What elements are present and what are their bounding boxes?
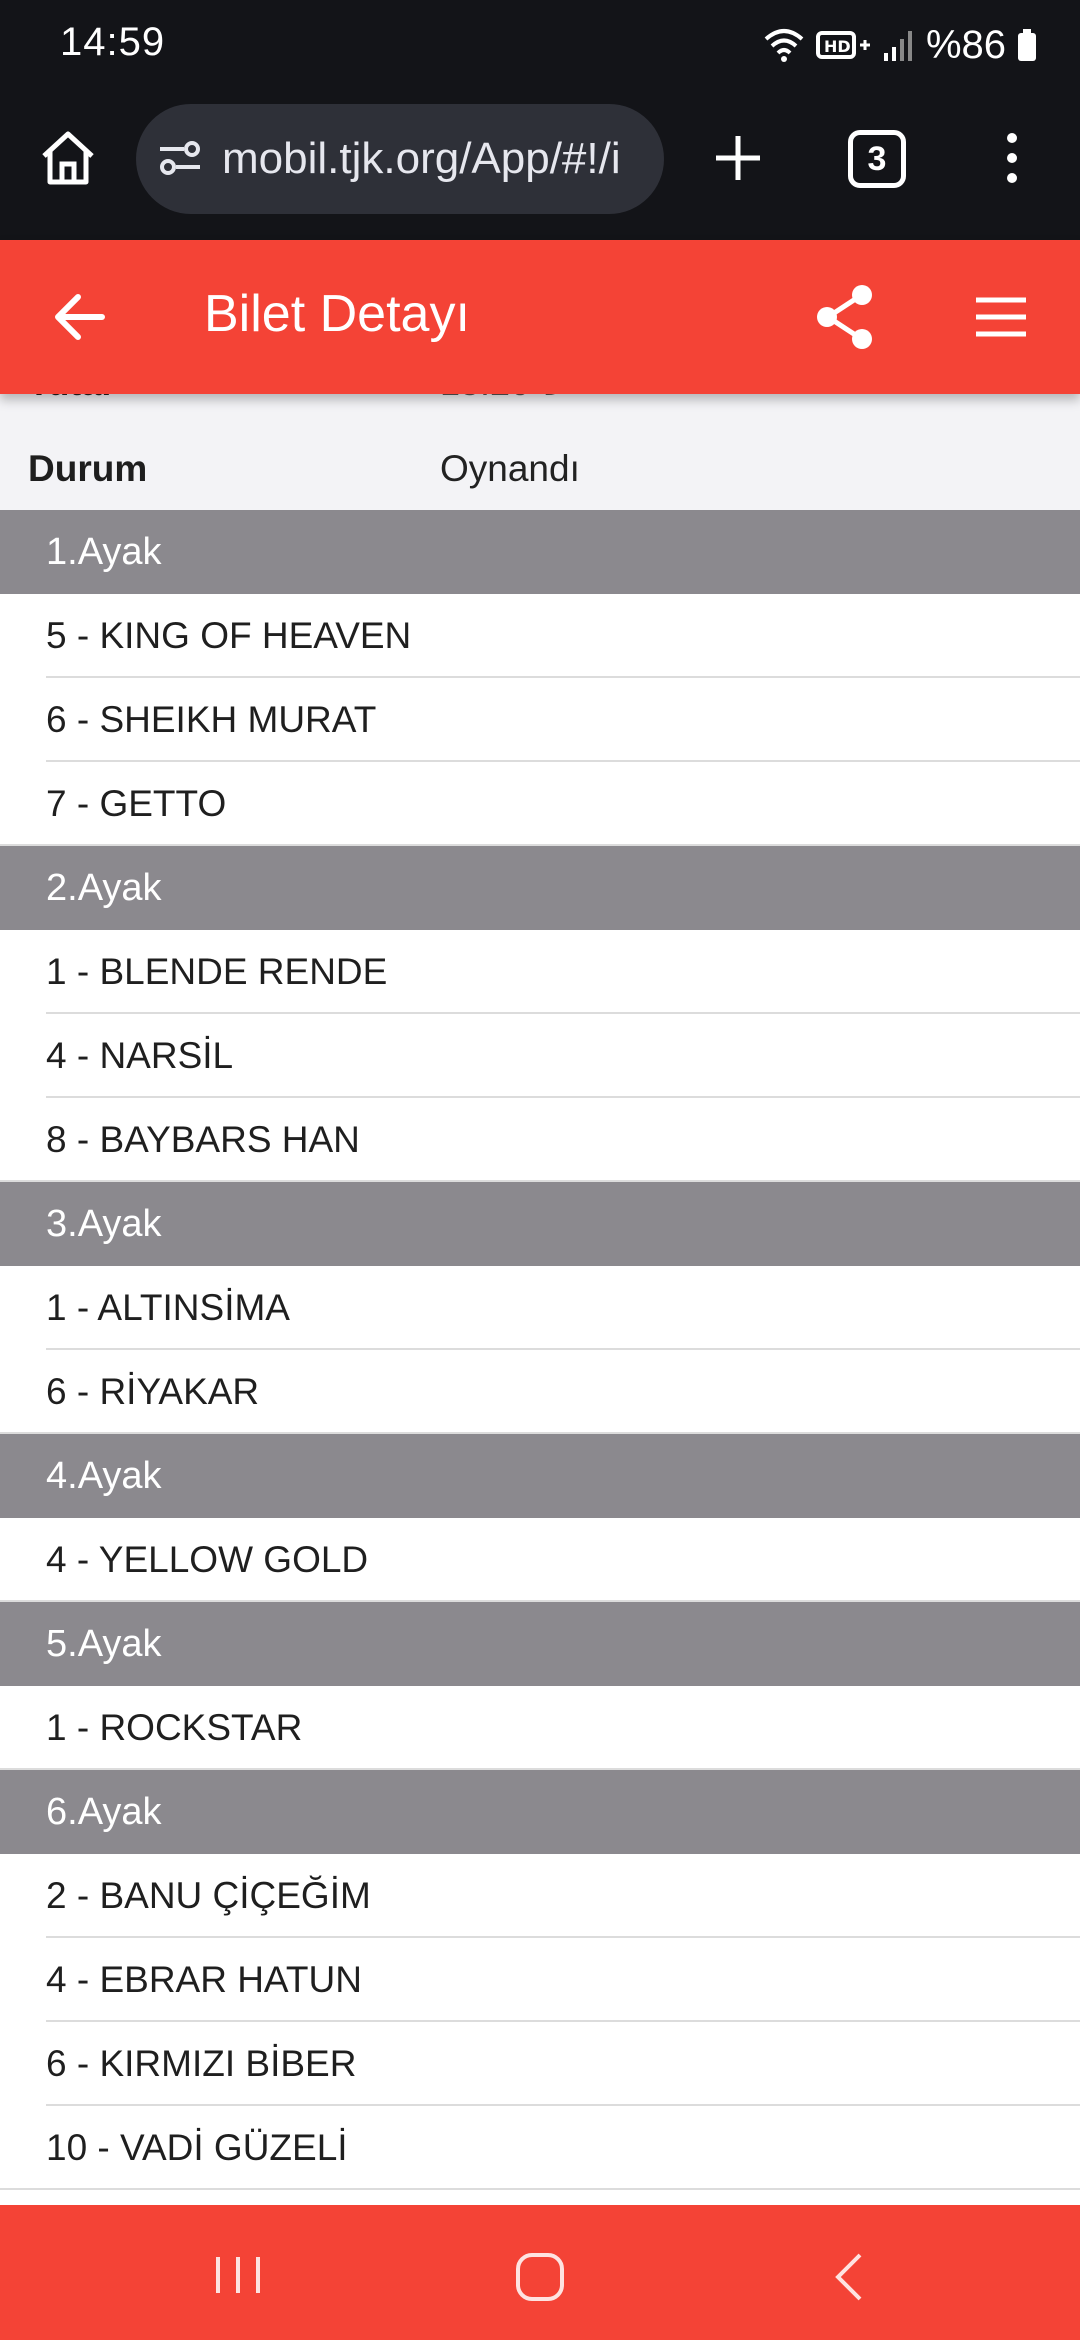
status-time: 14:59: [60, 20, 166, 64]
hamburger-menu-icon[interactable]: [970, 282, 1032, 352]
system-nav-bar: [0, 2205, 1080, 2340]
leg-header: 6.Ayak: [0, 1770, 1080, 1854]
url-text[interactable]: mobil.tjk.org/App/#!/i: [222, 134, 621, 183]
recent-apps-icon[interactable]: [210, 2253, 266, 2297]
horse-item: 4 - EBRAR HATUN: [0, 1938, 1080, 2022]
new-tab-icon[interactable]: [706, 126, 770, 190]
signal-icon: [882, 25, 916, 65]
app-header: [0, 240, 1080, 394]
tab-switcher-icon[interactable]: 3: [848, 130, 906, 188]
leg-header: 4.Ayak: [0, 1434, 1080, 1518]
horse-item: 1 - BLENDE RENDE: [0, 930, 1080, 1014]
volte-icon: [816, 25, 872, 65]
leg-header: 5.Ayak: [0, 1602, 1080, 1686]
legs-list: [0, 510, 1080, 2190]
more-menu-icon[interactable]: [988, 126, 1036, 190]
horse-item: 4 - YELLOW GOLD: [0, 1518, 1080, 1602]
battery-text: %86: [925, 22, 1006, 67]
ticket-detail-content: [0, 360, 1080, 2205]
horse-item: 6 - SHEIKH MURAT: [0, 678, 1080, 762]
status-label: Durum: [28, 448, 148, 489]
status-icons: [762, 20, 1038, 70]
wifi-icon: [762, 25, 806, 65]
back-nav-icon[interactable]: [826, 2249, 870, 2305]
horse-item: 7 - GETTO: [0, 762, 1080, 846]
svg-text:HD: HD: [823, 37, 851, 56]
back-arrow-icon[interactable]: [48, 285, 112, 349]
horse-item: 10 - VADİ GÜZELİ: [0, 2106, 1080, 2190]
status-bar: [0, 0, 1080, 92]
status-value: Oynandı: [440, 448, 580, 489]
leg-header: 1.Ayak: [0, 510, 1080, 594]
home-icon[interactable]: [36, 126, 100, 190]
browser-toolbar: [0, 92, 1080, 240]
page-title: Bilet Detayı: [204, 285, 470, 343]
horse-item: 4 - NARSİL: [0, 1014, 1080, 1098]
horse-item: 6 - RİYAKAR: [0, 1350, 1080, 1434]
horse-item: 1 - ALTINSİMA: [0, 1266, 1080, 1350]
share-icon[interactable]: [810, 282, 880, 352]
horse-item: 2 - BANU ÇİÇEĞİM: [0, 1854, 1080, 1938]
status-row: [0, 426, 1080, 510]
horse-item: 5 - KING OF HEAVEN: [0, 594, 1080, 678]
home-nav-icon[interactable]: [512, 2249, 568, 2305]
address-bar[interactable]: [136, 104, 664, 214]
horse-item: 6 - KIRMIZI BİBER: [0, 2022, 1080, 2106]
battery-icon: [1016, 25, 1038, 65]
site-settings-icon[interactable]: [156, 133, 204, 186]
leg-header: 2.Ayak: [0, 846, 1080, 930]
leg-header: 3.Ayak: [0, 1182, 1080, 1266]
horse-item: 1 - ROCKSTAR: [0, 1686, 1080, 1770]
horse-item: 8 - BAYBARS HAN: [0, 1098, 1080, 1182]
